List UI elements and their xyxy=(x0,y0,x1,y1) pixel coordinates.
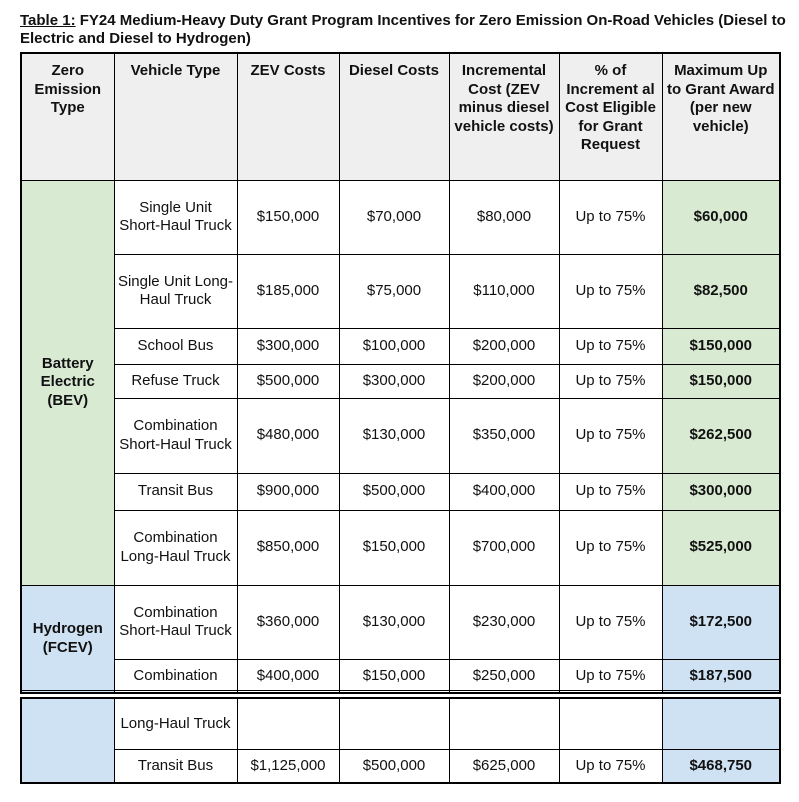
vehicle-type-cell: Combination xyxy=(114,659,237,693)
max-award-cell: $525,000 xyxy=(662,510,780,585)
incremental-cost-cell: $400,000 xyxy=(449,473,559,510)
max-award-cell: $150,000 xyxy=(662,328,780,364)
header-incremental-cost: Incremental Cost (ZEV minus diesel vehicle costs) xyxy=(449,53,559,180)
zev-cost-cell: $850,000 xyxy=(237,510,339,585)
zev-cost-cell: $500,000 xyxy=(237,364,339,398)
group-fcev-continued xyxy=(21,698,114,783)
incremental-cost-cell: $200,000 xyxy=(449,364,559,398)
max-award-cell: $300,000 xyxy=(662,473,780,510)
zev-cost-cell: $900,000 xyxy=(237,473,339,510)
table-row xyxy=(21,473,780,510)
percent-eligible-cell: Up to 75% xyxy=(559,398,662,473)
table-row xyxy=(21,180,780,254)
incremental-cost-cell: $80,000 xyxy=(449,180,559,254)
vehicle-type-cell: Combination Long-Haul Truck xyxy=(114,510,237,585)
grant-incentives-table xyxy=(20,52,781,694)
incremental-cost-cell: $200,000 xyxy=(449,328,559,364)
diesel-cost-cell: $100,000 xyxy=(339,328,449,364)
header-percent-eligible: % of Increment al Cost Eligible for Grant Request xyxy=(559,53,662,180)
zev-cost-cell: $1,125,000 xyxy=(237,749,339,783)
header-emission-type: Zero Emission Type xyxy=(21,53,114,180)
header-zev-costs: ZEV Costs xyxy=(237,53,339,180)
max-award-cell xyxy=(662,698,780,749)
percent-eligible-cell xyxy=(559,698,662,749)
max-award-cell: $468,750 xyxy=(662,749,780,783)
caption-lead: Table 1: xyxy=(20,12,76,29)
header-vehicle-type: Vehicle Type xyxy=(114,53,237,180)
diesel-cost-cell: $300,000 xyxy=(339,364,449,398)
table-row xyxy=(21,749,780,783)
incremental-cost-cell: $700,000 xyxy=(449,510,559,585)
percent-eligible-cell: Up to 75% xyxy=(559,659,662,693)
incremental-cost-cell: $625,000 xyxy=(449,749,559,783)
diesel-cost-cell: $70,000 xyxy=(339,180,449,254)
max-award-cell: $187,500 xyxy=(662,659,780,693)
max-award-cell: $172,500 xyxy=(662,585,780,659)
vehicle-type-cell: Long-Haul Truck xyxy=(114,698,237,749)
diesel-cost-cell: $130,000 xyxy=(339,585,449,659)
zev-cost-cell: $185,000 xyxy=(237,254,339,328)
max-award-cell: $150,000 xyxy=(662,364,780,398)
diesel-cost-cell: $500,000 xyxy=(339,749,449,783)
diesel-cost-cell: $150,000 xyxy=(339,510,449,585)
zev-cost-cell: $400,000 xyxy=(237,659,339,693)
table-caption xyxy=(20,12,790,48)
max-award-cell: $82,500 xyxy=(662,254,780,328)
table-row xyxy=(21,328,780,364)
diesel-cost-cell: $150,000 xyxy=(339,659,449,693)
diesel-cost-cell: $500,000 xyxy=(339,473,449,510)
grant-incentives-table-continued xyxy=(20,697,781,784)
diesel-cost-cell: $75,000 xyxy=(339,254,449,328)
percent-eligible-cell: Up to 75% xyxy=(559,473,662,510)
header-diesel-costs: Diesel Costs xyxy=(339,53,449,180)
incremental-cost-cell: $230,000 xyxy=(449,585,559,659)
percent-eligible-cell: Up to 75% xyxy=(559,364,662,398)
vehicle-type-cell: Combination Short-Haul Truck xyxy=(114,398,237,473)
max-award-cell: $262,500 xyxy=(662,398,780,473)
percent-eligible-cell: Up to 75% xyxy=(559,328,662,364)
percent-eligible-cell: Up to 75% xyxy=(559,254,662,328)
table-row xyxy=(21,510,780,585)
percent-eligible-cell: Up to 75% xyxy=(559,510,662,585)
header-max-award: Maximum Up to Grant Award (per new vehicle) xyxy=(662,53,780,180)
caption-title: FY24 Medium-Heavy Duty Grant Program Incentives for Zero Emission On-Road Vehicles (Diesel to Electric and Diesel to Hydrogen) xyxy=(20,12,786,47)
vehicle-type-cell: Refuse Truck xyxy=(114,364,237,398)
incremental-cost-cell xyxy=(449,698,559,749)
header-row xyxy=(21,53,780,180)
vehicle-type-cell: Single Unit Long-Haul Truck xyxy=(114,254,237,328)
group-bev-label: Battery Electric (BEV) xyxy=(21,180,114,585)
percent-eligible-cell: Up to 75% xyxy=(559,749,662,783)
table-row xyxy=(21,585,780,659)
vehicle-type-cell: Transit Bus xyxy=(114,749,237,783)
zev-cost-cell: $480,000 xyxy=(237,398,339,473)
zev-cost-cell: $300,000 xyxy=(237,328,339,364)
page-break-rule xyxy=(20,690,781,691)
group-fcev-label: Hydrogen (FCEV) xyxy=(21,585,114,693)
zev-cost-cell: $150,000 xyxy=(237,180,339,254)
incremental-cost-cell: $110,000 xyxy=(449,254,559,328)
incremental-cost-cell: $350,000 xyxy=(449,398,559,473)
table-row xyxy=(21,698,780,749)
max-award-cell: $60,000 xyxy=(662,180,780,254)
percent-eligible-cell: Up to 75% xyxy=(559,585,662,659)
incremental-cost-cell: $250,000 xyxy=(449,659,559,693)
table-row xyxy=(21,254,780,328)
zev-cost-cell xyxy=(237,698,339,749)
vehicle-type-cell: Single Unit Short-Haul Truck xyxy=(114,180,237,254)
diesel-cost-cell xyxy=(339,698,449,749)
zev-cost-cell: $360,000 xyxy=(237,585,339,659)
table-row xyxy=(21,659,780,693)
table-row xyxy=(21,364,780,398)
diesel-cost-cell: $130,000 xyxy=(339,398,449,473)
vehicle-type-cell: School Bus xyxy=(114,328,237,364)
percent-eligible-cell: Up to 75% xyxy=(559,180,662,254)
table-row xyxy=(21,398,780,473)
vehicle-type-cell: Transit Bus xyxy=(114,473,237,510)
vehicle-type-cell: Combination Short-Haul Truck xyxy=(114,585,237,659)
